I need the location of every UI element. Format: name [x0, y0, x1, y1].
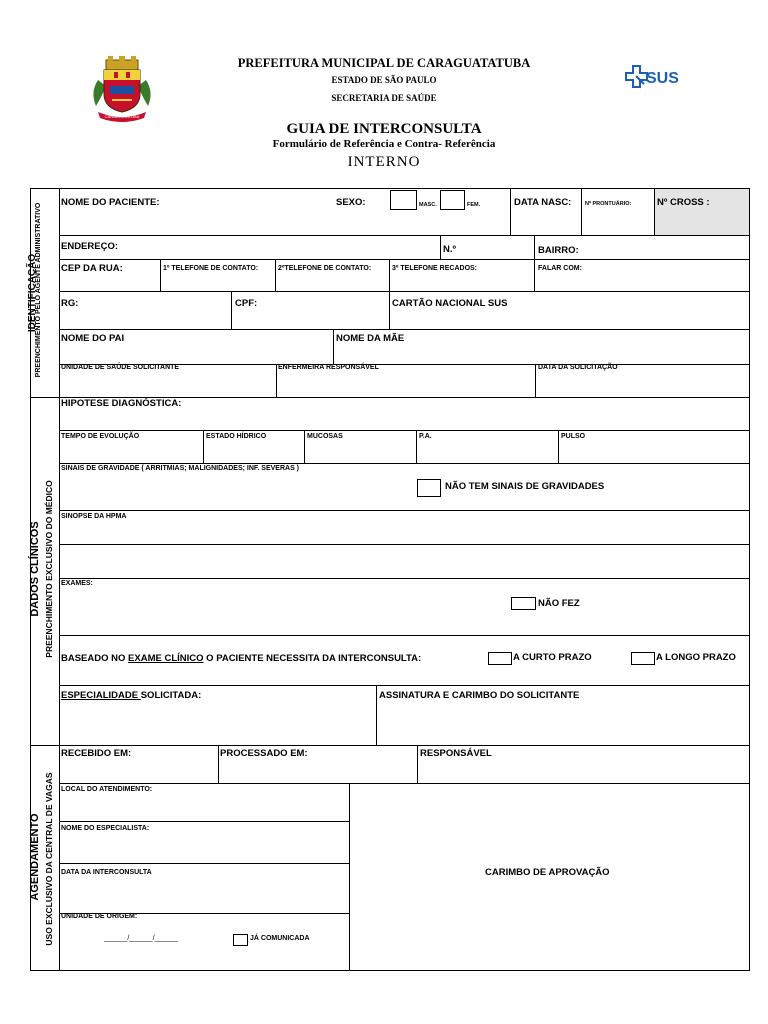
section-agendamento-label: AGENDAMENTO — [29, 813, 41, 901]
date-blank-field[interactable]: ______/______/______ — [104, 935, 178, 942]
label-curto-prazo: A CURTO PRAZO — [513, 652, 592, 663]
label-rg: RG: — [61, 298, 79, 309]
label-tel1: 1º TELEFONE DE CONTATO: — [163, 265, 259, 272]
label-nao-fez: NÃO FEZ — [538, 598, 580, 609]
label-nao-tem-sinais: NÃO TEM SINAIS DE GRAVIDADES — [445, 481, 605, 492]
label-carimbo: CARIMBO DE APROVAÇÃO — [485, 867, 610, 878]
label-sexo: SEXO: — [336, 197, 366, 208]
form-title: GUIA DE INTERCONSULTA — [286, 121, 482, 137]
section-identificacao-label: IDENTIFICAÇÃO — [27, 253, 38, 333]
label-tempo-evolucao: TEMPO DE EVOLUÇÃO — [61, 433, 140, 440]
label-nome-pai: NOME DO PAI — [61, 333, 125, 344]
label-processado: PROCESSADO EM: — [220, 748, 308, 759]
label-exames: EXAMES: — [61, 580, 93, 587]
label-cpf: CPF: — [235, 298, 258, 309]
label-assinatura: ASSINATURA E CARIMBO DO SOLICITANTE — [379, 690, 580, 701]
label-pulso: PULSO — [561, 433, 586, 440]
label-exame-clinico: EXAME CLÍNICO — [128, 653, 204, 664]
svg-text:CARAGUATATUBA: CARAGUATATUBA — [104, 114, 140, 119]
section-dados-clinicos-sub: PREENCHIMENTO EXCLUSIVO DO MÉDICO — [44, 480, 54, 658]
state-name: ESTADO DE SÃO PAULO — [331, 75, 437, 85]
secretariat-name: SECRETARIA DE SAÚDE — [331, 93, 437, 103]
checkbox-nao-fez[interactable] — [511, 597, 536, 610]
section-agendamento-sub: USO EXCLUSIVO DA CENTRAL DE VAGAS — [44, 772, 54, 946]
label-local: LOCAL DO ATENDIMENTO: — [61, 786, 153, 793]
form-frame — [30, 188, 750, 971]
municipality-title: PREFEITURA MUNICIPAL DE CARAGUATATUBA — [237, 56, 531, 70]
label-data-interconsulta: DATA DA INTERCONSULTA — [61, 869, 152, 876]
label-cep: CEP DA RUA: — [61, 263, 123, 274]
label-especialidade — [61, 690, 201, 701]
label-prontuario: Nº PRONTUÁRIO: — [585, 201, 632, 207]
label-sinopse: SINOPSE DA HPMA — [61, 513, 127, 520]
label-enfermeira: ENFERMEIRA RESPONSÁVEL — [278, 364, 379, 371]
label-hipotese: HIPOTESE DIAGNÓSTICA: — [61, 398, 182, 409]
label-responsavel: RESPONSÁVEL — [420, 748, 492, 759]
checkbox-nao-tem-sinais[interactable] — [417, 479, 441, 497]
form-type: INTERNO — [347, 154, 421, 170]
label-data-nasc: DATA NASC: — [514, 197, 572, 208]
label-recebido: RECEBIDO EM: — [61, 748, 132, 759]
label-especialidade-underlined: ESPECIALIDADE — [61, 690, 141, 701]
label-bairro: BAIRRO: — [538, 245, 579, 256]
checkbox-ja-comunicada[interactable] — [233, 934, 248, 946]
label-baseado-post: O PACIENTE NECESSITA DA INTERCONSULTA: — [203, 653, 422, 664]
sus-logo-text: SUS — [646, 70, 679, 87]
label-tel2: 2ºTELEFONE DE CONTATO: — [278, 265, 372, 272]
checkbox-curto-prazo[interactable] — [488, 652, 512, 665]
label-cross: Nº CROSS : — [657, 197, 710, 208]
label-masc: MASC. — [419, 202, 437, 208]
label-nome-mae: NOME DA MÃE — [336, 333, 405, 344]
form-subtitle: Formulário de Referência e Contra- Referência — [272, 138, 496, 150]
label-unidade-solicitante: UNIDADE DE SAÚDE SOLICITANTE — [61, 364, 180, 371]
label-nome-paciente: NOME DO PACIENTE: — [61, 197, 160, 208]
label-falar-com: FALAR COM: — [538, 265, 582, 272]
label-tel3: 3º TELEFONE RECADOS: — [392, 265, 478, 272]
section-identificacao-sub: PREENCHIMENTO PELO AGENTE ADMINISTRATIVO — [35, 202, 42, 378]
label-cartao-sus: CARTÃO NACIONAL SUS — [392, 298, 508, 309]
label-mucosas: MUCOSAS — [307, 433, 343, 440]
label-numero: N.º — [443, 244, 456, 255]
label-fem: FEM. — [467, 202, 481, 208]
label-longo-prazo: A LONGO PRAZO — [656, 652, 736, 663]
sus-logo — [624, 64, 688, 100]
label-sinais-gravidade: SINAIS DE GRAVIDADE ( ARRITMIAS; MALIGNIDADES; INF. SEVERAS ) — [61, 465, 300, 472]
label-pa: P.A. — [419, 433, 432, 440]
label-unidade-origem: UNIDADE DE ORIGEM: — [61, 913, 138, 920]
label-endereco: ENDEREÇO: — [61, 241, 119, 252]
label-especialista: NOME DO ESPECIALISTA: — [61, 825, 150, 832]
label-especialidade-rest: SOLICITADA: — [140, 690, 202, 701]
label-baseado — [61, 653, 421, 664]
checkbox-longo-prazo[interactable] — [631, 652, 655, 665]
label-data-solicitacao: DATA DA SOLICITAÇÃO — [538, 364, 618, 371]
section-dados-clinicos-label: DADOS CLÍNICOS — [29, 521, 41, 617]
checkbox-fem[interactable] — [440, 190, 465, 210]
label-ja-comunicada: JÁ COMUNICADA — [250, 935, 310, 942]
label-baseado-pre: BASEADO NO — [61, 653, 129, 664]
label-estado-hidrico: ESTADO HÍDRICO — [206, 433, 267, 440]
checkbox-masc[interactable] — [390, 190, 417, 210]
